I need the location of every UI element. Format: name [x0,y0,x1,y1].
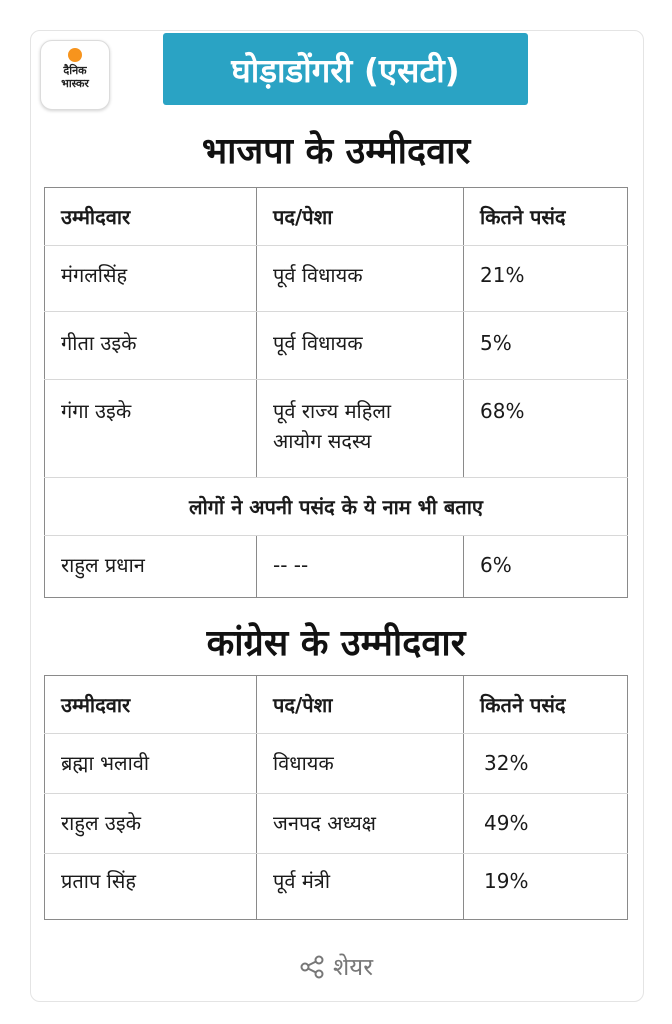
table-row [45,794,628,854]
bjp-table [44,187,628,598]
constituency-banner: घोड़ाडोंगरी (एसटी) [163,33,528,105]
share-label: शेयर [332,953,374,981]
candidate-name: प्रताप सिंह [45,854,257,920]
note-row [45,478,628,536]
candidate-role: -- -- [257,536,464,598]
congress-heading: कांग्रेस के उम्मीदवार [206,623,466,664]
column-header-preference: कितने पसंद [464,188,628,246]
sun-icon [68,48,82,62]
column-header-candidate: उम्मीदवार [45,676,257,734]
candidate-pct: 32% [464,734,628,794]
candidate-role [257,380,464,478]
candidate-name: राहुल उइके [45,794,257,854]
table-row [45,536,628,598]
share-button[interactable] [0,950,672,983]
candidate-role-line2: आयोग सदस्य [273,429,372,453]
bjp-heading: भाजपा के उम्मीदवार [201,131,471,172]
candidate-name: गीता उइके [45,312,257,380]
table-header-row [45,676,628,734]
candidate-pct: 19% [464,854,628,920]
candidate-name: ब्रह्मा भलावी [45,734,257,794]
table-row [45,854,628,920]
candidate-pct: 5% [464,312,628,380]
share-icon [299,955,325,979]
table-row [45,380,628,478]
candidate-role: पूर्व विधायक [257,312,464,380]
column-header-candidate: उम्मीदवार [45,188,257,246]
table-row [45,246,628,312]
candidate-name: मंगलसिंह [45,246,257,312]
candidate-role: पूर्व मंत्री [257,854,464,920]
candidate-pct: 21% [464,246,628,312]
candidate-pct: 68% [464,380,628,478]
column-header-role: पद/पेशा [257,676,464,734]
candidate-pct: 6% [464,536,628,598]
column-header-role: पद/पेशा [257,188,464,246]
candidate-role: विधायक [257,734,464,794]
candidate-name: गंगा उइके [45,380,257,478]
candidate-role: पूर्व विधायक [257,246,464,312]
logo-line-2: भास्कर [61,77,89,90]
table-row [45,312,628,380]
candidate-role-line1: पूर्व राज्य महिला [273,399,392,423]
congress-table [44,675,628,920]
other-names-note: लोगों ने अपनी पसंद के ये नाम भी बताए [45,478,628,536]
dainik-bhaskar-logo[interactable] [40,40,110,110]
table-row [45,734,628,794]
candidate-pct: 49% [464,794,628,854]
table-header-row [45,188,628,246]
logo-line-1: दैनिक [63,64,87,77]
candidate-role: जनपद अध्यक्ष [257,794,464,854]
column-header-preference: कितने पसंद [464,676,628,734]
candidate-name: राहुल प्रधान [45,536,257,598]
